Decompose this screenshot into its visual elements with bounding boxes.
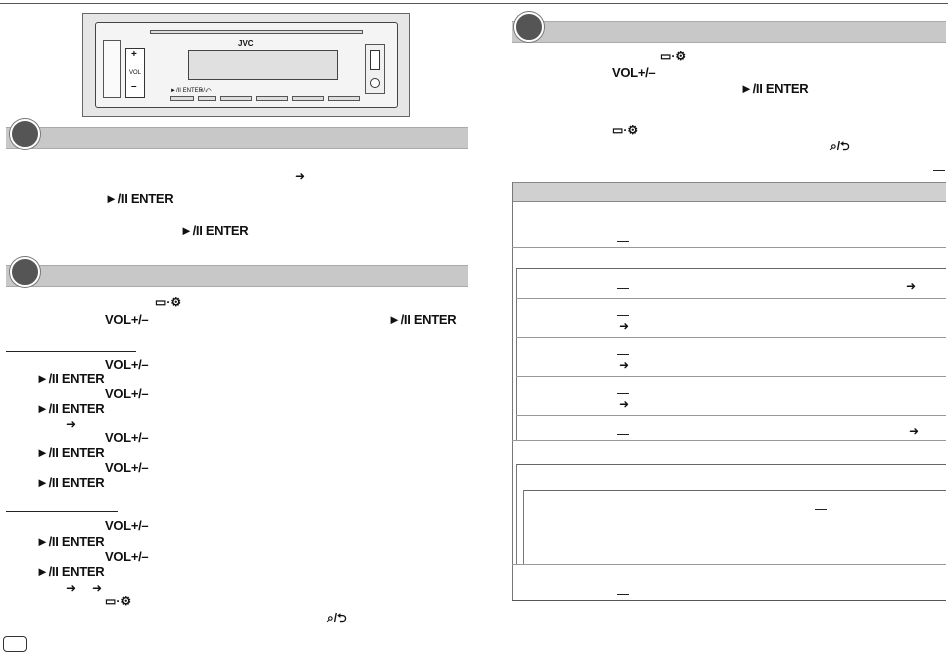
row-divider [516, 337, 946, 338]
default-marker [617, 354, 629, 355]
display-settings-icon: ▭·⚙ [155, 295, 182, 309]
row-divider [516, 464, 946, 465]
enter-button-label: ►/II ENTER [36, 475, 105, 490]
vol-button-label: VOL+/– [105, 460, 149, 475]
enter-button-label: ►/II ENTER [180, 223, 249, 238]
arrow-icon: ➜ [619, 397, 630, 411]
section-bar-1 [6, 127, 468, 149]
enter-button-label: ►/II ENTER [105, 191, 174, 206]
row-divider [512, 440, 946, 441]
aux-jack [370, 78, 380, 88]
arrow-icon: ➜ [619, 319, 630, 333]
vol-button-label: VOL+/– [105, 518, 149, 533]
enter-button-label: ►/II ENTER [36, 371, 105, 386]
enter-button-label: ►/II ENTER [36, 534, 105, 549]
step-circle-2 [10, 257, 40, 287]
default-marker [617, 594, 629, 595]
arrow-icon: ➜ [909, 424, 920, 438]
enter-button-label: ►/II ENTER [36, 445, 105, 460]
knob-plus: + [131, 49, 137, 60]
default-marker [815, 509, 827, 510]
default-marker [617, 241, 629, 242]
device-button-back [198, 96, 216, 101]
vol-button-label: VOL+/– [105, 357, 149, 372]
display-settings-icon: ▭·⚙ [105, 594, 132, 608]
default-marker [617, 434, 629, 435]
device-button-3 [292, 96, 324, 101]
row-divider [516, 376, 946, 377]
enter-button-label: ►/II ENTER [388, 312, 457, 327]
knob-vol-label: VOL [129, 70, 142, 76]
device-button-enter [170, 96, 194, 101]
device-button-4 [328, 96, 360, 101]
search-back-icon: ⌕/⮌ [830, 139, 850, 153]
arrow-icon: ➜ [66, 417, 77, 431]
device-button-2 [256, 96, 288, 101]
detach-button [103, 40, 121, 98]
arrow-icon: ➜ [619, 358, 630, 372]
default-marker [933, 170, 945, 171]
display-settings-icon: ▭·⚙ [660, 49, 687, 63]
default-marker [617, 393, 629, 394]
device-button-1 [220, 96, 252, 101]
vol-button-label: VOL+/– [105, 549, 149, 564]
subheading-rule-2 [6, 511, 118, 512]
section-bar-2 [6, 265, 468, 287]
row-divider [516, 268, 946, 269]
table-left-border [512, 182, 513, 600]
row-divider [512, 564, 946, 565]
device-enter-label: ►/II ENTER [170, 88, 203, 94]
vol-button-label: VOL+/– [105, 430, 149, 445]
table-header [512, 182, 946, 202]
row-divider [523, 490, 946, 491]
arrow-icon: ➜ [295, 169, 306, 183]
search-back-icon: ⌕/⮌ [327, 611, 347, 625]
table-bottom-border [512, 600, 946, 601]
enter-button-label: ►/II ENTER [36, 564, 105, 579]
device-display [188, 50, 338, 80]
device-back-label: ⌕/↶ [200, 88, 212, 94]
step-circle-3 [514, 12, 544, 42]
step-circle-1 [10, 119, 40, 149]
default-marker [617, 315, 629, 316]
nested-table-border [516, 464, 517, 564]
display-settings-icon: ▭·⚙ [612, 123, 639, 137]
enter-button-label: ►/II ENTER [36, 401, 105, 416]
usb-port [370, 50, 380, 70]
row-divider [516, 415, 946, 416]
row-divider [516, 298, 946, 299]
subheading-rule-1 [6, 351, 136, 352]
enter-button-label: ►/II ENTER [740, 81, 809, 96]
cd-slot [150, 30, 363, 34]
section-bar-3 [512, 21, 946, 43]
vol-button-label: VOL+/– [612, 65, 656, 80]
row-divider [512, 247, 946, 248]
knob-minus: – [131, 81, 137, 92]
default-marker [617, 288, 629, 289]
arrow-icon: ➜ [92, 581, 103, 595]
arrow-icon: ➜ [906, 279, 917, 293]
vol-button-label: VOL+/– [105, 386, 149, 401]
arrow-icon: ➜ [66, 581, 77, 595]
nested-table-border [523, 490, 524, 564]
top-rule [0, 3, 948, 4]
brand-logo: JVC [238, 39, 254, 48]
vol-button-label: VOL+/– [105, 312, 149, 327]
page-number-box [3, 636, 27, 652]
